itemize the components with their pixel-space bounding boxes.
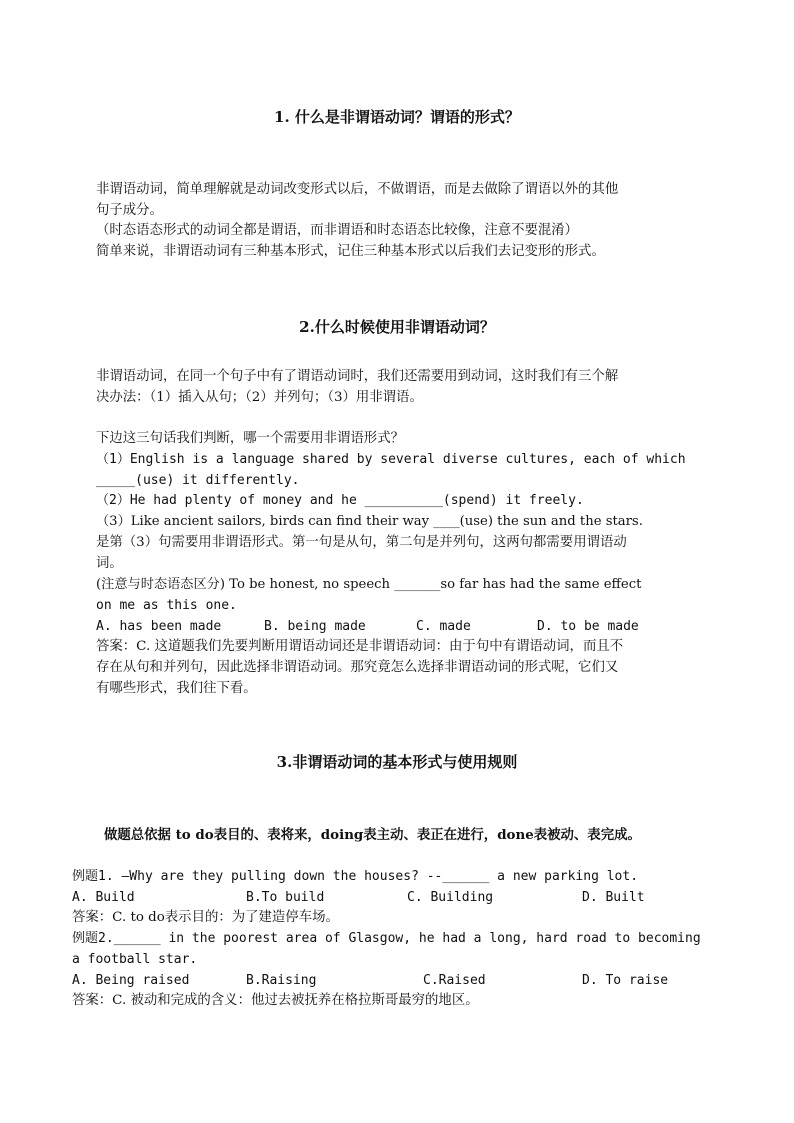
section-2-text-line: 非谓语动词，在同一个句子中有了谓语动词时，我们还需要用到动词，这时我们有三个解 [96, 369, 619, 384]
section-2-conclusion-line: 词。 [96, 556, 123, 571]
section-2-conclusion-line: 是第（3）句需要用非谓语形式。第一句是从句，第二句是并列句，这两句都需要用谓语动 [96, 535, 627, 550]
rule-summary: 做题总依据 to do表目的、表将来，doing表主动、表正在进行，done表被动、表完成。 [104, 827, 641, 843]
example-2-option-d: D. To raise [582, 973, 669, 988]
example-2-question-cont: a football star. [72, 952, 198, 967]
example-1-option-d: D. Built [582, 890, 645, 905]
option-b: B. being made [264, 619, 366, 634]
section-1-text-line: 简单来说，非谓语动词有三种基本形式，记住三种基本形式以后我们去记变形的形式。 [96, 244, 605, 259]
example-2-question: 例题2.______ in the poorest area of Glasgow, he had a long, hard road to becoming [72, 931, 701, 946]
example-2-option-a: A. Being raised [72, 973, 190, 988]
example-sentence-1: （1）English is a language shared by several diverse cultures, each of which [96, 452, 686, 467]
example-sentence-2: （2）He had plenty of money and he __________(spend) it freely. [96, 493, 584, 508]
example-1-answer: 答案：C. to do表示目的：为了建造停车场。 [72, 910, 339, 925]
option-c: C. made [416, 619, 471, 634]
section-2-intro: 下边这三句话我们判断，哪一个需要用非谓语形式？ [96, 431, 404, 446]
note-question-line: (注意与时态语态区分) To be honest, no speech _______so far has had the same effect [96, 577, 642, 592]
example-1-option-a: A. Build [72, 890, 135, 905]
example-2-option-c: C.Raised [423, 973, 486, 988]
section-3-heading: 3.非谓语动词的基本形式与使用规则 [276, 753, 518, 771]
section-1-text-line: 句子成分。 [96, 203, 163, 218]
section-2-heading: 2.什么时候使用非谓语动词？ [299, 318, 495, 336]
example-2-answer: 答案：C. 被动和完成的含义：他过去被抚养在格拉斯哥最穷的地区。 [72, 993, 479, 1008]
answer-line: 有哪些形式，我们往下看。 [96, 681, 257, 696]
section-1-note-line: （时态语态形式的动词全都是谓语，而非谓语和时态语态比较像，注意不要混淆） [96, 223, 579, 238]
example-2-option-b: B.Raising [246, 973, 317, 988]
example-1-option-b: B.To build [246, 890, 325, 905]
section-1-heading: 1. 什么是非谓语动词？谓语的形式？ [274, 108, 520, 126]
section-2-text-line: 决办法：（1）插入从句；（2）并列句；（3）用非谓语。 [96, 390, 423, 405]
option-d: D. to be made [537, 619, 639, 634]
answer-line: 存在从句和并列句，因此选择非谓语动词。那究竟怎么选择非谓语动词的形式呢，它们又 [96, 660, 619, 675]
example-sentence-3: （3）Like ancient sailors, birds can find their way ____(use) the sun and the stars. [96, 514, 643, 529]
section-1-text-line: 非谓语动词，简单理解就是动词改变形式以后，不做谓语，而是去做除了谓语以外的其他 [96, 182, 619, 197]
note-question-line-cont: on me as this one. [96, 598, 237, 613]
answer-line: 答案：C. 这道题我们先要判断用谓语动词还是非谓语动词：由于句中有谓语动词，而且不 [96, 639, 624, 654]
option-a: A. has been made [96, 619, 222, 634]
example-sentence-1-cont: _____(use) it differently. [96, 473, 300, 488]
example-1-question: 例题1. –Why are they pulling down the houses? --______ a new parking lot. [72, 869, 639, 884]
example-1-option-c: C. Building [407, 890, 494, 905]
